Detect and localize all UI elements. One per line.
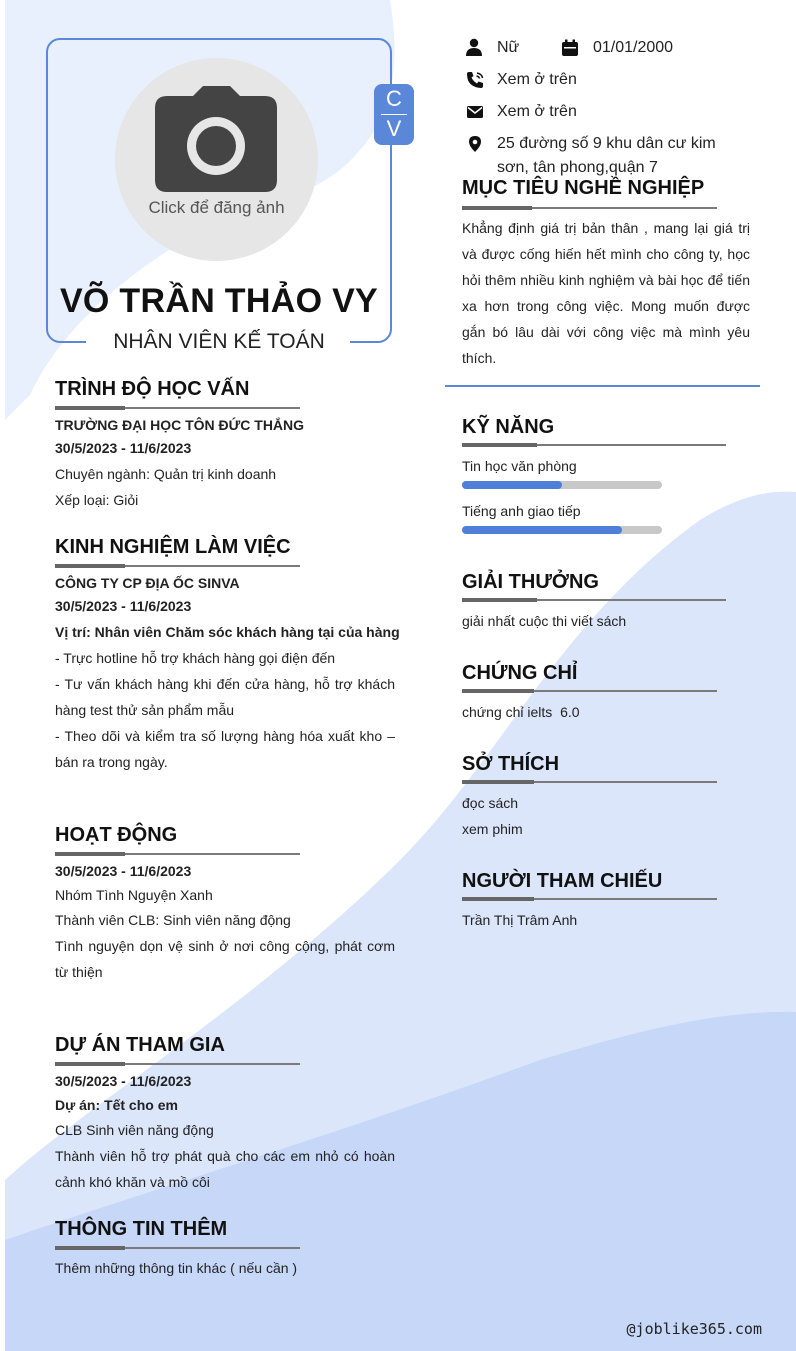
candidate-name: VÕ TRẦN THẢO VY	[59, 282, 379, 320]
activities-line-1: Nhóm Tình Nguyện Xanh	[55, 887, 213, 903]
birthday-value: 01/01/2000	[593, 39, 674, 56]
photo-upload-caption[interactable]: Click để đăng ảnh	[148, 198, 285, 217]
address-line-2: sơn, tân phong,quận 7	[497, 159, 658, 176]
projects-name: Dự án: Tết cho em	[55, 1097, 178, 1113]
activities-period: 30/5/2023 - 11/6/2023	[55, 863, 192, 879]
awards-text: giải nhất cuộc thi viết sách	[462, 613, 627, 629]
skills-rule	[462, 444, 726, 446]
email-icon	[466, 103, 484, 121]
phone-icon	[466, 71, 484, 89]
objective-heading: MỤC TIÊU NGHỀ NGHIỆP	[462, 177, 705, 199]
references-rule	[462, 898, 717, 900]
objective-rule	[462, 207, 717, 209]
experience-period: 30/5/2023 - 11/6/2023	[55, 598, 192, 614]
education-heading: TRÌNH ĐỘ HỌC VẤN	[55, 378, 250, 400]
skill-label-2: Tiếng anh giao tiếp	[462, 503, 581, 519]
footer-watermark: @joblike365.com	[626, 1320, 762, 1338]
education-period: 30/5/2023 - 11/6/2023	[55, 440, 192, 456]
projects-line-1: CLB Sinh viên năng động	[55, 1122, 214, 1138]
projects-line-2: Thành viên hỗ trợ phát quà cho các em nhỏ có hoàn cảnh khó khăn và mồ côi	[55, 1148, 395, 1190]
calendar-icon	[561, 39, 579, 57]
activities-rule	[55, 853, 300, 855]
references-text: Trần Thị Trâm Anh	[462, 912, 578, 928]
certificates-heading: CHỨNG CHỈ	[462, 662, 578, 684]
address-line-1: 25 đường số 9 khu dân cư kim	[497, 135, 716, 152]
activities-line-3: Tình nguyện dọn vệ sinh ở nơi công cộng, phát cơm từ thiện	[55, 938, 395, 980]
location-icon	[466, 135, 484, 153]
candidate-title: NHÂN VIÊN KẾ TOÁN	[113, 330, 325, 353]
hobby-item-1: đọc sách	[462, 795, 519, 811]
extra-heading: THÔNG TIN THÊM	[55, 1218, 228, 1240]
experience-duty-2: - Tư vấn khách hàng khi đến cửa hàng, hỗ trợ khách hàng test thử sản phẩm mẫu	[55, 676, 395, 718]
skill-bar-1-fill	[462, 481, 562, 489]
projects-heading: DỰ ÁN THAM GIA	[55, 1034, 225, 1056]
cv-badge-v: V	[386, 116, 402, 141]
column-divider	[445, 385, 760, 387]
skill-bar-2	[462, 526, 662, 534]
education-school: TRƯỜNG ĐẠI HỌC TÔN ĐỨC THẮNG	[55, 417, 305, 433]
hobbies-heading: SỞ THÍCH	[462, 753, 560, 775]
certificates-text: chứng chỉ ielts 6.0	[462, 704, 580, 720]
phone-value: Xem ở trên	[497, 71, 577, 88]
extra-rule	[55, 1247, 300, 1249]
skill-bar-1	[462, 481, 662, 489]
email-value: Xem ở trên	[497, 103, 577, 120]
awards-rule	[462, 599, 726, 601]
activities-heading: HOẠT ĐỘNG	[55, 824, 178, 846]
gender-value: Nữ	[497, 39, 520, 56]
education-rule	[55, 407, 300, 409]
cv-badge	[374, 84, 414, 145]
experience-company: CÔNG TY CP ĐỊA ỐC SINVA	[55, 575, 240, 591]
experience-heading: KINH NGHIỆM LÀM VIỆC	[55, 536, 291, 558]
education-grade: Xếp loại: Giỏi	[55, 492, 139, 508]
experience-duty-1: - Trực hotline hỗ trợ khách hàng gọi điện đến	[55, 650, 336, 666]
references-heading: NGƯỜI THAM CHIẾU	[462, 870, 663, 892]
skills-heading: KỸ NĂNG	[462, 416, 555, 438]
activities-line-2: Thành viên CLB: Sinh viên năng động	[55, 912, 291, 928]
projects-period: 30/5/2023 - 11/6/2023	[55, 1073, 192, 1089]
cv-badge-c: C	[386, 86, 402, 111]
experience-position: Vị trí: Nhân viên Chăm sóc khách hàng tại của hàng	[55, 624, 400, 640]
certificates-rule	[462, 690, 717, 692]
skill-label-1: Tin học văn phòng	[462, 458, 577, 474]
experience-rule	[55, 565, 300, 567]
awards-heading: GIẢI THƯỞNG	[462, 571, 599, 593]
education-major: Chuyên ngành: Quản trị kinh doanh	[55, 466, 277, 482]
skill-bar-2-fill	[462, 526, 622, 534]
extra-text: Thêm những thông tin khác ( nếu cần )	[55, 1260, 298, 1276]
projects-rule	[55, 1063, 300, 1065]
hobby-item-2: xem phim	[462, 821, 523, 837]
camera-icon	[155, 86, 278, 194]
objective-text: Khẳng định giá trị bản thân , mang lại giá trị và được cống hiến hết mình cho công ty, học hỏi thêm nhiều kinh nghiệm và bài học để tiến xa hơn trong công việc. Mong muốn được gắn bó lâu dài với công việc mà mình yêu thích.	[462, 220, 750, 366]
experience-duty-3: - Theo dõi và kiểm tra số lượng hàng hóa xuất kho – bán ra trong ngày.	[55, 728, 395, 770]
hobbies-rule	[462, 781, 717, 783]
person-icon	[465, 38, 483, 56]
